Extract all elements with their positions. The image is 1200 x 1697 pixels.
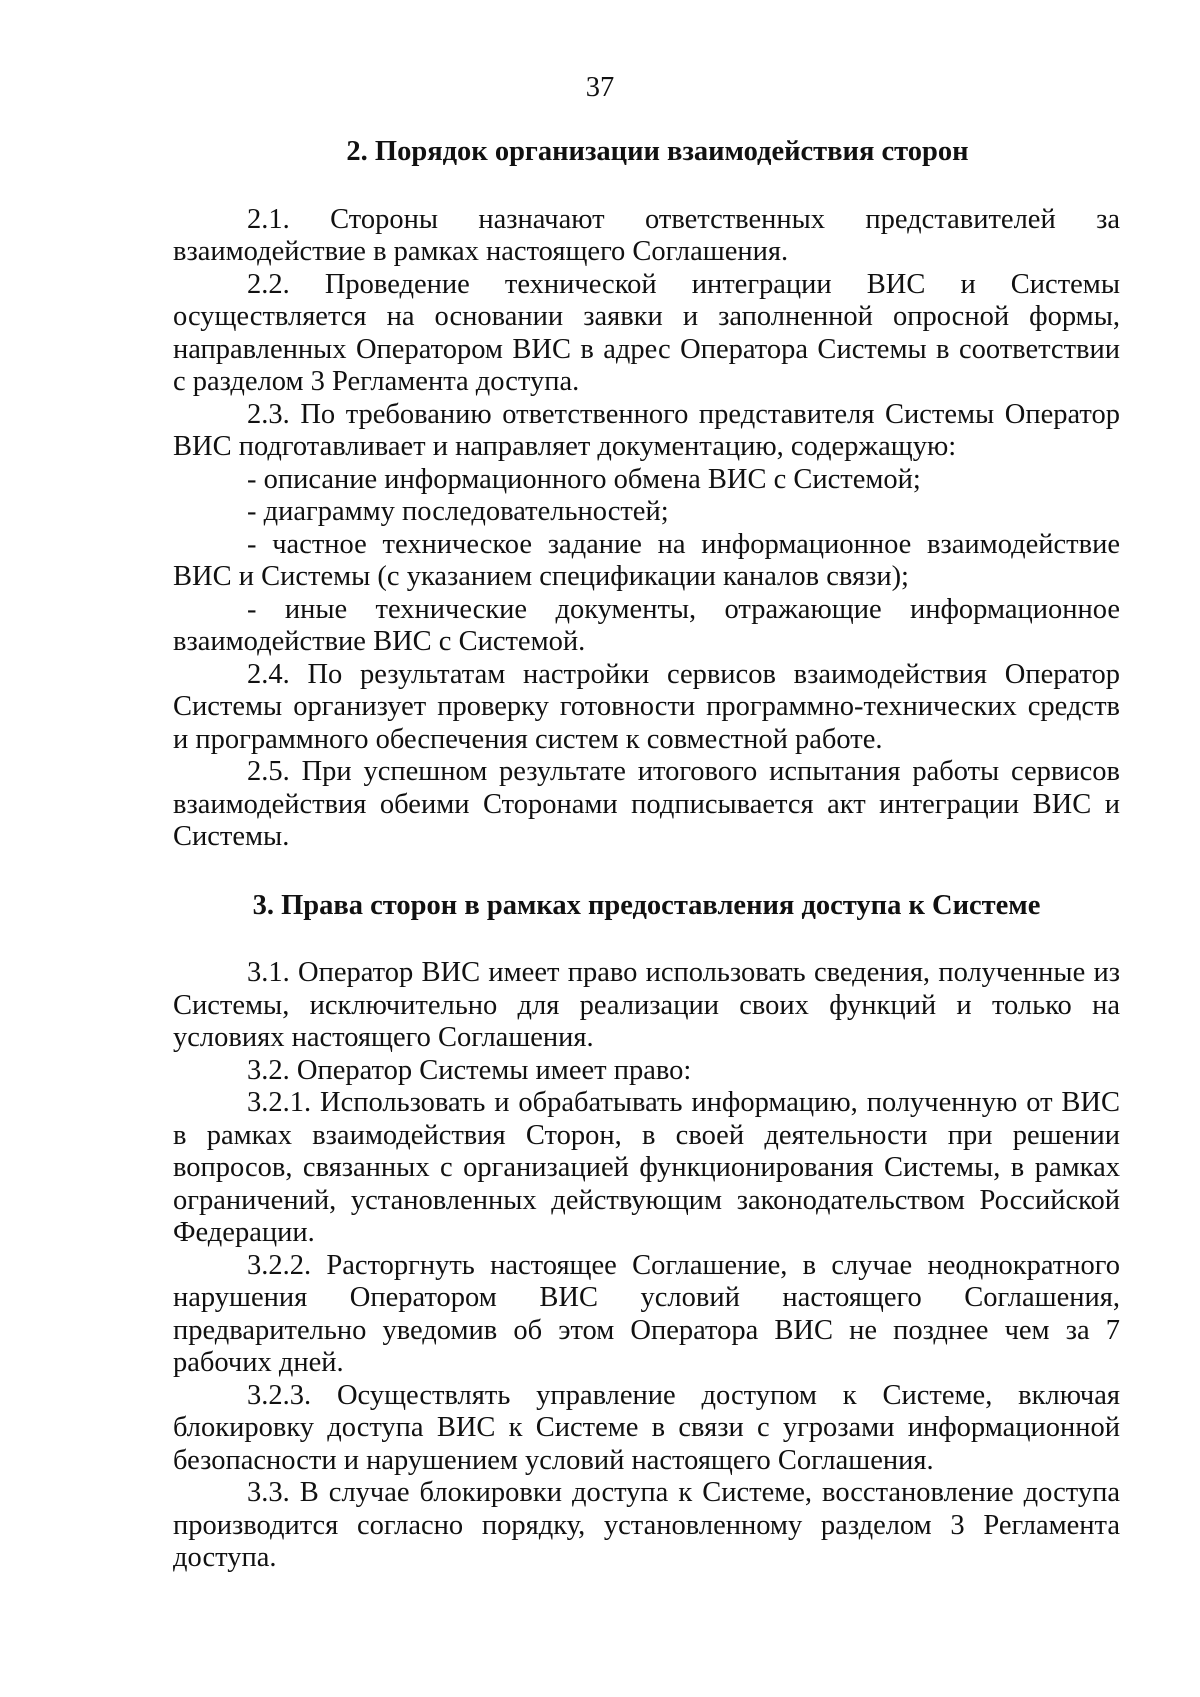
clause-3-1: 3.1. Оператор ВИС имеет право использовать сведения, полученные из Системы, исключительно для реализации своих функций и только на условиях настоящего Соглашения. (173, 957, 1120, 1053)
clause-3-2-1: 3.2.1. Использовать и обрабатывать информацию, полученную от ВИС в рамках взаимодействия Сторон, в своей деятельности при решении вопросов, связанных с организацией функционирования Системы, в рамках ограничений, установленных действующим законодательством Российской Федерации. (173, 1087, 1120, 1248)
list-item-sequence-diagram: - диаграмму последовательностей; (247, 496, 669, 527)
clause-3-3: 3.3. В случае блокировки доступа к Системе, восстановление доступа производится согласно порядку, установленному разделом 3 Регламента доступа. (173, 1477, 1120, 1573)
clause-3-2-2: 3.2.2. Расторгнуть настоящее Соглашение, в случае неоднократного нарушения Оператором ВИС условий настоящего Соглашения, предварительно уведомив об этом Оператора ВИС не позднее чем за 7 рабочих дней. (173, 1249, 1120, 1378)
section-3-heading: 3. Права сторон в рамках предоставления доступа к Системе (252, 889, 1041, 921)
page-number: 37 (585, 72, 615, 103)
list-item-technical-task: - частное техническое задание на информационное взаимодействие ВИС и Системы (с указанием спецификации каналов связи); (173, 528, 1120, 592)
clause-2-4: 2.4. По результатам настройки сервисов взаимодействия Оператор Системы организует проверку готовности программно-технических средств и программного обеспечения систем к совместной работе. (173, 658, 1120, 755)
clause-3-2: 3.2. Оператор Системы имеет право: (247, 1054, 692, 1086)
document-body (173, 136, 1120, 1575)
clause-2-5: 2.5. При успешном результате итогового испытания работы сервисов взаимодействия обеими Сторонами подписывается акт интеграции ВИС и Системы. (173, 756, 1120, 852)
clause-3-2-3: 3.2.3. Осуществлять управление доступом к Системе, включая блокировку доступа ВИС к Системе в связи с угрозами информационной безопасности и нарушением условий настоящего Соглашения. (173, 1379, 1120, 1476)
section-2-heading: 2. Порядок организации взаимодействия сторон (346, 136, 969, 167)
list-item-other-documents: - иные технические документы, отражающие информационное взаимодействие ВИС с Системой. (173, 593, 1120, 657)
list-item-exchange-description: - описание информационного обмена ВИС с Системой; (247, 463, 921, 495)
clause-2-3: 2.3. По требованию ответственного представителя Системы Оператор ВИС подготавливает и направляет документацию, содержащую: (173, 398, 1120, 462)
clause-2-2: 2.2. Проведение технической интеграции ВИС и Системы осуществляется на основании заявки и заполненной опросной формы, направленных Оператором ВИС в адрес Оператора Системы в соответствии с разделом 3 Регламента доступа. (173, 268, 1120, 397)
clause-2-1: 2.1. Стороны назначают ответственных представителей за взаимодействие в рамках настоящего Соглашения. (173, 203, 1120, 267)
